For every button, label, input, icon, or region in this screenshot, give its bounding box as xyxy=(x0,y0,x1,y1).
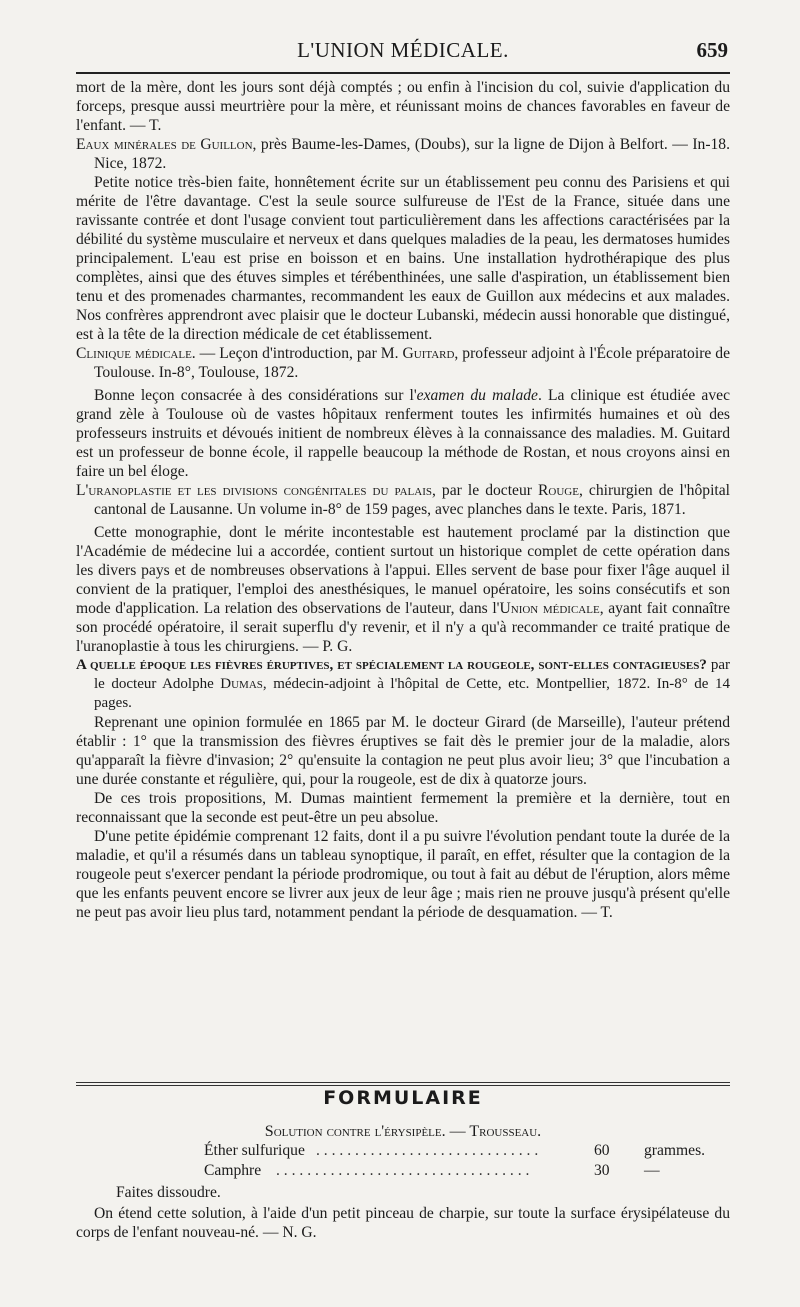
ingredient-quantity: 30 xyxy=(594,1162,610,1179)
review-paragraph: Petite notice très-bien faite, honnêtement écrite sur un établissement peu connu des Parisiens et qui mérite de l'être davantage. C'est la seule source sulfureuse de l'Est de la France, située dans une ravissante contrée et dont l'usage convient tout particulièrement dans les affections caractérisées par la débilité du système musculaire et nerveux et dans quelques maladies de la peau, les dermatoses humides principalement. L'eau est prise en boisson et en bains. Une installation hydrothérapique des plus complètes, ainsi que des étuves simples et térébenthinées, une salle d'aspiration, un établissement bien tenu et des promenades charmantes, recommandent les eaux de Guillon aux médecins et aux malades. Nos confrères apprendront avec plaisir que le docteur Lubanski, médecin aussi honorable que distingué, est à la tête de la direction médicale de cet établissement. xyxy=(76,174,730,343)
ingredient-name: Éther sulfurique xyxy=(204,1142,305,1159)
entry-citation-end: , professeur adjoint à l'École préparatoire de Toulouse. In-8°, Toulouse, 1872. xyxy=(94,345,730,381)
ingredient-name: Camphre xyxy=(204,1162,262,1179)
article-body xyxy=(76,78,730,922)
recipe-title xyxy=(76,1122,730,1141)
page-number: 659 xyxy=(696,38,728,62)
section-rule xyxy=(76,1085,730,1086)
italic-phrase: examen du malade xyxy=(416,387,538,404)
leader-dots: . . . . . . . . . . . . . . . . . . . . . . . . . . . . . xyxy=(316,1142,539,1159)
review-entry-clinique xyxy=(76,344,730,382)
paragraph-text: Cette monographie, dont le mérite incontestable est hautement proclamé par la distinction que l'Académie de médecine lui a accordée, contient surtout un historique complet de cette opération dans les divers pays et de nombreuses observations à l'appui. Elles servent de base pour fixer l'âge auquel il convient de la pratiquer, l'emploi des anesthésiques, le manuel opératoire, les soins consécutifs et son mode d'application. La relation des observations de l'auteur, dans l' xyxy=(76,524,730,617)
review-paragraph: Reprenant une opinion formulée en 1865 par M. le docteur Girard (de Marseille), l'auteur prétend établir : 1° que la transmission des fièvres éruptives se fait dès le premier jour de la maladie, alors qu'apparaît la fièvre d'invasion; 2° qu'ensuite la contagion ne peut plus avoir lieu; 3° que l'incubation a une durée constante et régulière, qui, pour la rougeole, est de dix à quatorze jours. xyxy=(76,714,730,788)
review-entry-guillon xyxy=(76,135,730,173)
ingredient-unit: — xyxy=(644,1162,660,1179)
entry-citation: , par le docteur xyxy=(431,482,539,499)
entry-citation-end: , chirurgien de l'hôpital cantonal de Lausanne. Un volume in-8° de 159 pages, avec planches dans le texte. Paris, 1871. xyxy=(94,482,730,518)
entry-author: Dumas xyxy=(220,676,263,692)
entry-heading: Clinique médicale. xyxy=(76,345,196,362)
section-rule xyxy=(76,1082,730,1083)
entry-citation-end: , médecin-adjoint à l'hôpital de Cette, etc. Montpellier, 1872. In-8° de 14 pages. xyxy=(94,676,730,711)
paragraph-text: , ayant fait connaître son procédé opératoire, il serait superflu d'y revenir, et il n'y a qu'à recommander ce traité pratique de l'uranoplastie à tous les chirurgiens. — P. G. xyxy=(76,600,730,655)
ingredient-quantity: 60 xyxy=(594,1142,610,1159)
entry-citation: — Leçon d'introduction, par M. xyxy=(195,345,403,362)
formulaire-section xyxy=(76,1087,730,1242)
review-entry-uranoplastie xyxy=(76,481,730,519)
recipe-body: On étend cette solution, à l'aide d'un petit pinceau de charpie, sur toute la surface érysipélateuse du corps de l'enfant nouveau-né. — N. G. xyxy=(76,1205,730,1241)
ingredient-row xyxy=(76,1141,730,1161)
leader-dots: . . . . . . . . . . . . . . . . . . . . . . . . . . . . . . . . . xyxy=(276,1162,530,1179)
review-paragraph: De ces trois propositions, M. Dumas maintient fermement la première et la dernière, tout en reconnaissant que la seconde est peut-être un peu absolue. xyxy=(76,790,730,826)
review-paragraph: D'une petite épidémie comprenant 12 faits, dont il a pu suivre l'évolution pendant toute la durée de la maladie, et qu'il a résumés dans un tableau synoptique, il paraît, en effet, résulter que la contagion de la rougeole peut s'exercer pendant la période prodromique, ou tout à fait au début de l'éruption, alors même que les enfants peuvent encore se livrer aux jeux de leur âge ; mais rien ne prouve jusqu'à présent qu'elle ne peut pas avoir lieu plus tard, notamment pendant la période de desquamation. — T. xyxy=(76,828,730,921)
recipe-name: Solution contre l'érysipèle. xyxy=(264,1123,446,1140)
formulaire-title: FORMULAIRE xyxy=(323,1087,483,1109)
recipe-author: — Trousseau. xyxy=(445,1123,542,1140)
ingredient-unit: grammes. xyxy=(644,1142,706,1159)
header-rule xyxy=(76,72,730,74)
entry-heading: Eaux minérales de Guillon xyxy=(76,136,253,153)
review-paragraph xyxy=(76,386,730,481)
entry-citation: , près Baume-les-Dames, (Doubs), sur la ligne de Dijon à Belfort. — In-18. Nice, 1872. xyxy=(94,136,731,172)
paragraph-text: Bonne leçon consacrée à des considérations sur l' xyxy=(94,387,417,404)
paragraph-text: . La clinique est étudiée avec grand zèle à Toulouse où de vastes hôpitaux renferment toutes les infirmités humaines et où des professeurs instruits et dévoués initient de nombreux élèves à la connaissance des maladies. M. Guitard est un professeur de bonne école, il rappelle beaucoup la méthode de Rostan, et nous croyons ainsi en faire un bel éloge. xyxy=(76,387,730,480)
entry-citation: par le docteur Adolphe xyxy=(94,657,730,692)
continuation-paragraph: mort de la mère, dont les jours sont déjà comptés ; ou enfin à l'incision du col, suivie d'application du forceps, presque aussi meurtrière pour la mère, et réunissant moins de chances favorables en faveur de l'enfant. — T. xyxy=(76,79,730,134)
entry-heading: A quelle époque les fièvres éruptives, et spécialement la rougeole, sont-elles contagieuses? xyxy=(76,657,707,673)
running-title: L'UNION MÉDICALE. xyxy=(297,38,509,62)
journal-name: Union médicale xyxy=(499,600,600,617)
entry-author: Rouge xyxy=(538,482,579,499)
page-header xyxy=(76,34,730,68)
ingredient-row xyxy=(76,1161,730,1181)
review-entry-fievres xyxy=(76,656,730,713)
review-paragraph xyxy=(76,523,730,656)
entry-author: Guitard xyxy=(402,345,455,362)
entry-heading: L'uranoplastie et les divisions congénitales du palais xyxy=(76,482,432,499)
recipe-instruction: Faites dissoudre. xyxy=(116,1184,221,1201)
